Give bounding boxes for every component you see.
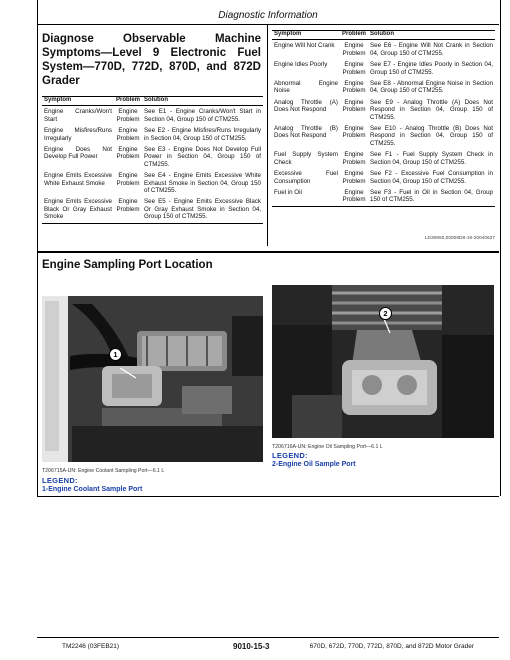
col-header-problem: Problem bbox=[114, 97, 142, 106]
table-row bbox=[42, 170, 263, 196]
symptom-cell: Excessive Fuel Consumption bbox=[274, 170, 338, 185]
table-row bbox=[272, 59, 495, 78]
table-header-row bbox=[272, 31, 495, 40]
symptom-cell: Engine Will Not Crank bbox=[274, 42, 335, 50]
symptom-cell: Engine Does Not Develop Full Power bbox=[44, 146, 112, 161]
table-row bbox=[272, 123, 495, 149]
symptom-cell: Fuel Supply System Check bbox=[274, 151, 338, 166]
problem-cell: Engine Problem bbox=[342, 42, 366, 57]
problem-cell: Engine Problem bbox=[342, 151, 366, 166]
symptom-cell: Analog Throttle (B) Does Not Respond bbox=[274, 125, 338, 140]
symptom-cell: Engine Emits Excessive Black Or Gray Exhaust Smoke bbox=[44, 198, 112, 221]
table-row bbox=[42, 106, 263, 125]
figure1-legend-heading: LEGEND: bbox=[42, 476, 78, 485]
table-reference-code: LD30992,00008D8-19-20040627 bbox=[424, 236, 495, 241]
problem-cell: Engine Problem bbox=[342, 80, 366, 95]
table-row bbox=[42, 125, 263, 144]
column-divider bbox=[267, 24, 268, 246]
footer-doc-id: TM2246 (03FEB21) bbox=[62, 643, 120, 650]
solution-cell: See E1 - Engine Cranks/Won't Start in Section 04, Group 150 of CTM255. bbox=[144, 108, 261, 123]
content-bottom-rule bbox=[37, 496, 499, 497]
table-row bbox=[272, 187, 495, 206]
solution-cell: See E4 - Engine Emits Excessive White Exhaust Smoke in Section 04, Group 150 of CTM255. bbox=[144, 172, 261, 195]
solution-cell: See E3 - Engine Does Not Develop Full Power in Section 04, Group 150 of CTM255. bbox=[144, 146, 261, 168]
symptom-cell: Engine Misfires/Runs Irregularly bbox=[44, 127, 112, 142]
table-row bbox=[42, 196, 263, 223]
solution-cell: See E2 - Engine Misfires/Runs Irregularly in Section 04, Group 150 of CTM255. bbox=[144, 127, 261, 142]
symptom-table-right bbox=[272, 30, 495, 207]
section-title: Engine Sampling Port Location bbox=[42, 259, 213, 271]
symptom-cell: Engine Cranks/Won't Start bbox=[44, 108, 112, 123]
table-row bbox=[42, 144, 263, 170]
footer-page-number: 9010-15-3 bbox=[233, 642, 270, 651]
solution-cell: See E7 - Engine Idles Poorly in Section 04, Group 150 of CTM255. bbox=[370, 61, 493, 76]
table-row bbox=[272, 78, 495, 97]
problem-cell: Engine Problem bbox=[116, 198, 140, 213]
figure2-legend-heading: LEGEND: bbox=[272, 451, 308, 460]
problem-cell: Engine Problem bbox=[116, 127, 140, 142]
solution-cell: See E5 - Engine Emits Excessive Black Or Gray Exhaust Smoke in Section 04, Group 150 of CTM255. bbox=[144, 198, 261, 221]
col-header-symptom: Symptom bbox=[272, 31, 340, 40]
solution-cell: See E10 - Analog Throttle (B) Does Not Respond in Section 04, Group 150 of CTM255. bbox=[370, 125, 493, 147]
symptom-cell: Analog Throttle (A) Does Not Respond bbox=[274, 98, 338, 114]
callout-2-badge: 2 bbox=[379, 307, 392, 320]
col-header-solution: Solution bbox=[368, 31, 495, 40]
problem-cell: Engine Problem bbox=[342, 125, 366, 140]
header-rule bbox=[37, 24, 499, 25]
coolant-port-photo bbox=[42, 296, 263, 462]
problem-cell: Engine Problem bbox=[116, 108, 140, 123]
symptom-cell: Abnormal Engine Noise bbox=[274, 80, 338, 95]
col-header-problem: Problem bbox=[340, 31, 368, 40]
table-row bbox=[272, 168, 495, 187]
solution-cell: See F2 - Excessive Fuel Consumption in Section 04, Group 150 of CTM255. bbox=[370, 170, 493, 185]
solution-cell: See E9 - Analog Throttle (A) Does Not Respond in Section 04, Group 150 of CTM255. bbox=[370, 98, 493, 121]
problem-cell: Engine Problem bbox=[342, 170, 366, 185]
header-title: Diagnostic Information bbox=[218, 10, 318, 21]
problem-cell: Engine Problem bbox=[342, 61, 366, 76]
solution-cell: See E8 - Abnormal Engine Noise in Section 04, Group 150 of CTM255. bbox=[370, 80, 493, 95]
table-header-row bbox=[42, 97, 263, 106]
symptom-cell: Engine Idles Poorly bbox=[274, 61, 328, 69]
oil-port-photo bbox=[272, 285, 494, 438]
solution-cell: See F3 - Fuel in Oil in Section 04, Group 150 of CTM255. bbox=[370, 188, 493, 204]
col-header-solution: Solution bbox=[142, 97, 263, 106]
figure2-caption: T206716A-UN: Engine Oil Sampling Port—6.1 L bbox=[272, 444, 383, 450]
table-row bbox=[272, 97, 495, 123]
table-row bbox=[272, 149, 495, 168]
problem-cell: Engine Problem bbox=[342, 188, 366, 204]
callout-1-badge: 1 bbox=[109, 348, 122, 361]
solution-cell: See F1 - Fuel Supply System Check in Section 04, Group 150 of CTM255. bbox=[370, 151, 493, 166]
coolant-port-illustration bbox=[42, 296, 263, 462]
symptom-cell: Fuel in Oil bbox=[274, 188, 302, 196]
solution-cell: See E6 - Engine Will Not Crank in Section 04, Group 150 of CTM255. bbox=[370, 42, 493, 57]
figure1-caption: T206715A-UN: Engine Coolant Sampling Port—6.1 L bbox=[42, 468, 165, 474]
figure1-legend-item: 1-Engine Coolant Sample Port bbox=[42, 486, 143, 493]
figure2-legend-item: 2-Engine Oil Sample Port bbox=[272, 461, 356, 468]
problem-cell: Engine Problem bbox=[342, 98, 366, 114]
col-header-symptom: Symptom bbox=[42, 97, 114, 106]
footer-model-list: 670D, 672D, 770D, 772D, 870D, and 872D Motor Grader bbox=[309, 643, 474, 650]
problem-cell: Engine Problem bbox=[116, 172, 140, 187]
symptom-table-left bbox=[42, 96, 263, 224]
footer-rule bbox=[37, 637, 499, 638]
problem-cell: Engine Problem bbox=[116, 146, 140, 161]
table-row bbox=[272, 40, 495, 59]
section-rule bbox=[37, 251, 499, 253]
main-title: Diagnose Observable Machine Symptoms—Level 9 Electronic Fuel System—770D, 772D, 870D, and 872D Grader bbox=[42, 33, 261, 87]
symptom-cell: Engine Emits Excessive White Exhaust Smoke bbox=[44, 172, 112, 187]
